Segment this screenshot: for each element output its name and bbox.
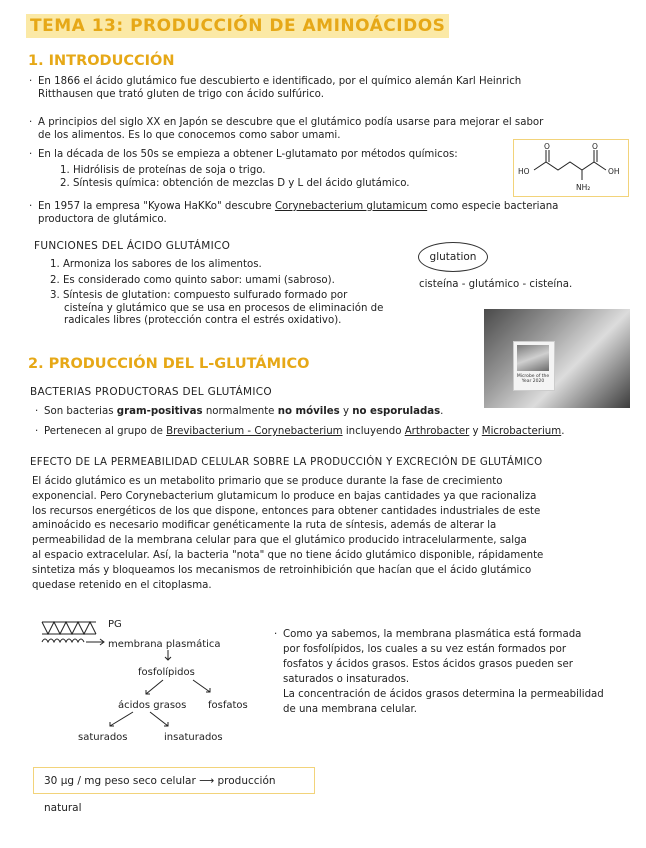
intro-bullet-1: · En 1866 el ácido glutámico fue descubierto e identificado, por el químico alemán Karl Heinrich Ritthausen que trató gluten de trigo con ácido sulfúrico. (29, 76, 522, 100)
diagram-membrana: membrana plasmática (108, 639, 221, 650)
funcion-item-3-line-2: cisteína y glutámico que se usa en procesos de eliminación de (64, 302, 384, 314)
intro-bullet-4-pre: En 1957 la empresa "Kyowa HaKKo" descubre (38, 201, 275, 212)
production-summary-box: 30 µg / mg peso seco celular ⟶ producción natural (33, 767, 315, 794)
note-line-2: por fosfolípidos, los cuales a su vez están formados por (283, 644, 567, 655)
chem-o-2: O (592, 142, 598, 151)
efecto-line-1: El ácido glutámico es un metabolito primario que se produce durante la fase de crecimiento (32, 476, 503, 487)
diagram-fosfolipidos: fosfolípidos (138, 667, 195, 678)
bacteria-micrograph-image (484, 309, 630, 408)
intro-bullet-3-text: En la década de los 50s se empieza a obtener L-glutamato por métodos químicos: (38, 149, 458, 160)
funcion-item-2: 2. Es considerado como quinto sabor: umami (sabroso). (50, 274, 335, 286)
bact2-g: . (561, 426, 565, 437)
efecto-line-7: sintetiza más y bloqueamos los mecanismos de retroinhibición que hacían que el ácido glutámico (32, 564, 532, 576)
bact2-c: incluyendo (342, 426, 405, 437)
efecto-line-3: los recursos energéticos de los que dispone, entonces para obtener cantidades industriales de este (32, 505, 541, 517)
species-name: Corynebacterium glutamicum (274, 201, 428, 212)
efecto-heading: EFECTO DE LA PERMEABILIDAD CELULAR SOBRE LA PRODUCCIÓN Y EXCRECIÓN DE GLUTÁMICO (30, 457, 543, 468)
bact1-no-esporuladas: no esporuladas (352, 406, 441, 417)
efecto-line-2: exponencial. Pero Corynebacterium glutamicum lo produce en bajas cantidades ya que racionaliza (32, 490, 537, 502)
inset-caption-line-1: Microbe of the (516, 374, 550, 379)
bact1-g: . (440, 406, 444, 417)
bact1-no-moviles: no móviles (277, 406, 340, 417)
efecto-line-6: al espacio extracelular. Así, la bacteria "nota" que no tiene ácido glutámico disponible, rápidamente (32, 549, 544, 561)
efecto-line-4: aminoácido es necesario modificar genéticamente la ruta de síntesis, además de alterar la (32, 520, 497, 532)
intro-bullet-3: · En la década de los 50s se empieza a obtener L-glutamato por métodos químicos: (29, 149, 458, 160)
membrane-note: · Como ya sabemos, la membrana plasmática está formada por fosfolípidos, los cuales a su vez están formados por fosfatos y ácidos grasos. Estos ácidos grasos pueden ser saturados o insaturados. La concentración de ácidos grasos determina la permeabilidad de una membrana celular. (274, 629, 604, 715)
bact2-a: Pertenecen al grupo de (44, 426, 167, 437)
glutation-bubble: glutation (418, 242, 488, 272)
intro-bullet-4: · En 1957 la empresa "Kyowa HaKKo" descubre Corynebacterium glutamicum como especie bacteriana productora de glutámico. (29, 201, 559, 225)
funcion-item-1: 1. Armoniza los sabores de los alimentos. (50, 259, 262, 270)
intro-method-list (60, 165, 410, 190)
bact1-gram-positivas: gram-positivas (116, 406, 203, 417)
chem-o-1: O (544, 142, 550, 151)
inset-caption (514, 374, 552, 384)
funciones-list (50, 259, 383, 328)
note-line-5: La concentración de ácidos grasos determina la permeabilidad (283, 689, 604, 700)
chem-ho: HO (518, 167, 530, 176)
glutation-formula: cisteína - glutámico - cisteína. (419, 279, 573, 290)
section-heading-produccion: 2. PRODUCCIÓN DEL L-GLUTÁMICO (28, 356, 310, 372)
chem-oh: OH (608, 167, 620, 176)
diagram-insaturados: insaturados (164, 732, 223, 743)
bact1-e: y (339, 406, 353, 417)
intro-bullet-4-post: como especie bacteriana (427, 201, 559, 212)
inset-image (517, 345, 549, 371)
efecto-line-5: permeabilidad de la membrana celular para que el glutámico producido intracelularmente, salga (32, 535, 527, 547)
note-line-3: fosfatos y ácidos grasos. Estos ácidos grasos pueden ser (283, 659, 573, 670)
bact2-e: y (469, 426, 482, 437)
chem-nh2: NH₂ (576, 183, 591, 192)
diagram-acidos-grasos: ácidos grasos (118, 700, 187, 711)
efecto-line-8: quedase retenido en el citoplasma. (32, 579, 212, 591)
glutamic-acid-svg (514, 140, 628, 196)
note-line-4: saturados o insaturados. (283, 674, 410, 685)
funciones-heading: FUNCIONES DEL ÁCIDO GLUTÁMICO (34, 240, 231, 252)
method-item-2: 2. Síntesis química: obtención de mezclas D y L del ácido glutámico. (60, 177, 410, 189)
bact1-c: normalmente (202, 406, 278, 417)
diagram-fosfatos: fosfatos (208, 700, 248, 711)
intro-bullet-2: · A principios del siglo XX en Japón se descubre que el glutámico podía usarse para mejorar el sabor de los alimentos. Es lo que conocemos como sabor umami. (29, 117, 544, 141)
bact2-microbacterium: Microbacterium (481, 426, 562, 437)
method-item-1: 1. Hidrólisis de proteínas de soja o trigo. (60, 165, 266, 176)
membrane-diagram (38, 618, 278, 748)
bact1-a: Son bacterias (44, 406, 117, 417)
diagram-saturados: saturados (78, 732, 128, 743)
funcion-item-3-line-3: radicales libres (protección contra el estrés oxidativo). (64, 315, 342, 327)
intro-bullet-2-line-2: de los alimentos. Es lo que conocemos como sabor umami. (38, 129, 341, 141)
glutamic-acid-structure (513, 139, 629, 197)
diagram-pg: PG (108, 619, 122, 630)
efecto-paragraph (32, 475, 543, 593)
intro-bullet-4-line-2: productora de glutámico. (38, 213, 167, 225)
page-title: TEMA 13: PRODUCCIÓN DE AMINOÁCIDOS (26, 14, 449, 38)
bacterias-bullet-1: · Son bacterias gram-positivas normalmente no móviles y no esporuladas. (35, 406, 444, 417)
funcion-item-3: 3. Síntesis de glutation: compuesto sulfurado formado por (50, 290, 348, 302)
note-line-1: Como ya sabemos, la membrana plasmática está formada (283, 629, 582, 640)
intro-bullet-1-line-2: Ritthausen que trató gluten de trigo con ácido sulfúrico. (38, 88, 324, 100)
intro-bullet-2-line-1: A principios del siglo XX en Japón se descubre que el glutámico podía usarse para mejorar el sabor (38, 117, 544, 128)
intro-bullet-1-line-1: En 1866 el ácido glutámico fue descubierto e identificado, por el químico alemán Karl Heinrich (38, 76, 522, 87)
note-line-6: de una membrana celular. (283, 704, 418, 715)
bact2-arthrobacter: Arthrobacter (404, 426, 470, 437)
bacterias-heading: BACTERIAS PRODUCTORAS DEL GLUTÁMICO (30, 386, 272, 398)
bacterias-bullet-2: · Pertenecen al grupo de Brevibacterium - Corynebacterium incluyendo Arthrobacter y Microbacterium. (35, 426, 565, 437)
section-heading-introduccion: 1. INTRODUCCIÓN (28, 53, 175, 69)
bact2-genera: Brevibacterium - Corynebacterium (166, 426, 343, 437)
inset-caption-line-2: Year 2020 (521, 379, 545, 384)
